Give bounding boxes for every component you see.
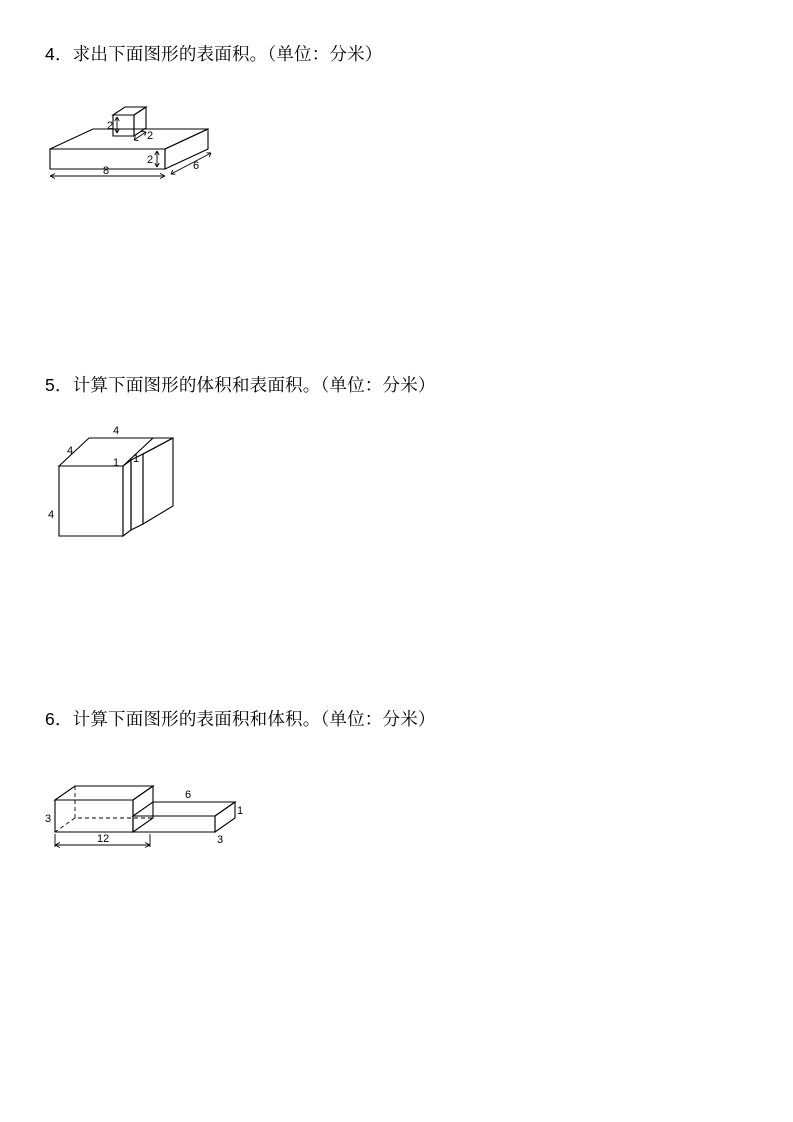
question-6 (45, 707, 745, 860)
question-5-separator: ． (54, 375, 73, 395)
question-4 (45, 42, 745, 201)
figure-5-label-left-height: 4 (48, 508, 55, 521)
figure-5-drawing (45, 418, 265, 568)
figure-5-label-groove-right: 1 (133, 452, 140, 465)
question-4-prompt: 求出下面图形的表面积。（单位：分米） (72, 44, 383, 64)
question-5-text (45, 373, 745, 398)
figure-4-label-slab-depth: 6 (193, 159, 200, 172)
figure-4 (45, 81, 745, 201)
question-6-prompt: 计算下面图形的表面积和体积。（单位：分米） (72, 709, 436, 729)
figure-6-label-right-height: 1 (237, 804, 244, 817)
figure-6 (45, 750, 745, 860)
figure-4-label-slab-length: 8 (103, 164, 110, 177)
figure-4-label-cube-height: 2 (107, 119, 114, 132)
question-5-prompt: 计算下面图形的体积和表面积。（单位：分米） (72, 375, 436, 395)
figure-6-label-left-height: 3 (45, 812, 52, 825)
figure-6-label-lower-depth: 3 (217, 833, 224, 846)
question-4-number: 4 (45, 44, 55, 64)
figure-6-label-total-length: 12 (97, 832, 110, 845)
question-5-number: 5 (45, 375, 55, 395)
figure-5-label-top-depth: 4 (67, 444, 74, 457)
figure-5-label-groove-left: 1 (113, 456, 120, 469)
question-4-text (45, 42, 745, 67)
figure-4-label-slab-height: 2 (147, 153, 154, 166)
figure-6-label-upper-depth: 6 (185, 788, 192, 801)
question-6-number: 6 (45, 709, 55, 729)
figure-4-label-cube-width: 2 (147, 129, 154, 142)
figure-5-label-top-width: 4 (113, 424, 120, 437)
figure-6-drawing (45, 750, 285, 860)
question-4-separator: ． (54, 44, 73, 64)
question-6-separator: ． (54, 709, 73, 729)
figure-5 (45, 418, 745, 568)
question-6-text (45, 707, 745, 732)
question-5 (45, 373, 745, 568)
figure-4-drawing (45, 81, 275, 201)
